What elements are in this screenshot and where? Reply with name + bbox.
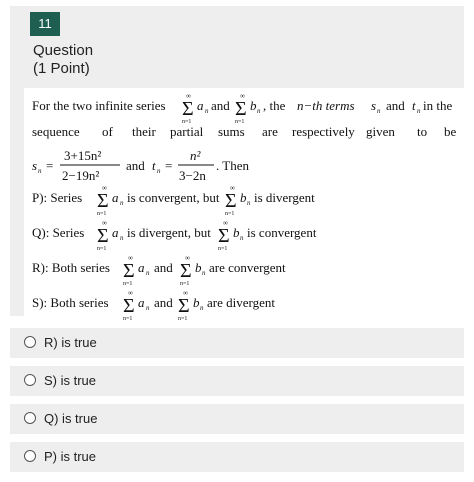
svg-text:n=1: n=1	[123, 281, 133, 287]
svg-text:S): Both series: S): Both series	[32, 295, 109, 310]
question-points: (1 Point)	[33, 60, 90, 77]
svg-text:∞: ∞	[183, 289, 188, 297]
option-q[interactable]	[10, 404, 464, 434]
problem-line-2	[32, 124, 457, 139]
svg-text:is divergent, but: is divergent, but	[127, 225, 211, 240]
svg-text:n=1: n=1	[180, 281, 190, 287]
svg-text:=: =	[46, 158, 54, 173]
radio-button[interactable]	[24, 374, 36, 386]
s-denominator: 2−19n²	[62, 168, 100, 183]
option-r[interactable]	[10, 328, 464, 358]
svg-text:a: a	[138, 260, 145, 275]
svg-text:n: n	[146, 269, 150, 277]
svg-text:of: of	[102, 124, 113, 139]
sigma-icon: Σ	[182, 98, 194, 120]
question-card	[10, 6, 464, 322]
svg-text:n=1: n=1	[235, 119, 245, 125]
radio-button[interactable]	[24, 412, 36, 424]
s-numerator: 3+15n²	[64, 148, 102, 163]
svg-text:Σ: Σ	[180, 260, 192, 282]
svg-text:is convergent, but: is convergent, but	[127, 190, 220, 205]
svg-text:and: and	[211, 98, 230, 113]
sigma-icon: Σ	[235, 98, 247, 120]
svg-text:b: b	[240, 190, 247, 205]
option-label: Q) is true	[44, 411, 98, 426]
svg-text:. Then: . Then	[216, 158, 249, 173]
svg-text:a: a	[138, 295, 145, 310]
question-number-badge: 11	[30, 12, 60, 36]
question-title: Question	[33, 42, 94, 59]
t-denominator: 3−2n	[179, 168, 206, 183]
svg-text:a: a	[112, 225, 119, 240]
svg-text:s: s	[32, 158, 38, 173]
statement-p	[32, 184, 315, 217]
svg-text:n: n	[120, 234, 124, 242]
svg-text:a: a	[197, 98, 204, 113]
svg-text:n: n	[200, 304, 204, 312]
radio-button[interactable]	[24, 336, 36, 348]
option-p[interactable]	[10, 442, 464, 472]
svg-text:n=1: n=1	[182, 119, 192, 125]
svg-text:t: t	[152, 158, 156, 173]
question-problem-image	[24, 88, 470, 322]
svg-text:Σ: Σ	[218, 225, 230, 247]
svg-text:is divergent: is divergent	[254, 190, 315, 205]
statement-q	[32, 219, 317, 252]
svg-text:sums: sums	[218, 124, 245, 139]
svg-text:n: n	[202, 269, 206, 277]
svg-text:Σ: Σ	[97, 225, 109, 247]
svg-text:partial: partial	[170, 124, 204, 139]
svg-text:and: and	[154, 260, 173, 275]
svg-text:n: n	[240, 234, 244, 242]
svg-text:is convergent: is convergent	[247, 225, 317, 240]
svg-text:n−th terms: n−th terms	[297, 98, 355, 113]
svg-text:are convergent: are convergent	[209, 260, 286, 275]
svg-text:n: n	[146, 304, 150, 312]
svg-text:s: s	[371, 98, 377, 113]
svg-text:n: n	[157, 167, 161, 175]
option-label: P) is true	[44, 449, 97, 464]
svg-text:R): Both series: R): Both series	[32, 260, 110, 275]
svg-text:n=1: n=1	[123, 316, 133, 322]
statement-s	[32, 289, 275, 322]
svg-text:b: b	[193, 295, 200, 310]
svg-text:, the: , the	[263, 98, 286, 113]
svg-text:n: n	[247, 199, 251, 207]
svg-text:n: n	[205, 107, 209, 115]
t-numerator: n²	[190, 148, 201, 163]
svg-text:∞: ∞	[128, 254, 133, 262]
svg-text:n=1: n=1	[97, 246, 107, 252]
svg-text:∞: ∞	[230, 184, 235, 192]
svg-text:Σ: Σ	[123, 260, 135, 282]
problem-statement	[24, 88, 470, 322]
svg-text:and: and	[154, 295, 173, 310]
svg-text:b: b	[195, 260, 202, 275]
option-label: R) is true	[44, 335, 97, 350]
svg-text:Σ: Σ	[97, 190, 109, 212]
svg-text:∞: ∞	[240, 92, 245, 100]
svg-text:P): Series: P): Series	[32, 190, 83, 205]
radio-button[interactable]	[24, 450, 36, 462]
svg-text:n=1: n=1	[225, 211, 235, 217]
svg-text:are divergent: are divergent	[207, 295, 275, 310]
svg-text:∞: ∞	[128, 289, 133, 297]
svg-text:n: n	[38, 167, 42, 175]
svg-text:n: n	[417, 107, 421, 115]
svg-text:n: n	[120, 199, 124, 207]
svg-text:∞: ∞	[223, 219, 228, 227]
svg-text:n=1: n=1	[218, 246, 228, 252]
svg-text:n: n	[257, 107, 261, 115]
svg-text:∞: ∞	[102, 184, 107, 192]
option-s[interactable]	[10, 366, 464, 396]
svg-text:and: and	[386, 98, 405, 113]
problem-intro: For the two infinite series	[32, 98, 166, 113]
svg-text:Σ: Σ	[178, 295, 190, 317]
svg-text:b: b	[233, 225, 240, 240]
svg-text:∞: ∞	[185, 254, 190, 262]
svg-text:t: t	[412, 98, 416, 113]
svg-text:=: =	[165, 158, 173, 173]
svg-text:n: n	[377, 107, 381, 115]
svg-text:their: their	[132, 124, 156, 139]
svg-text:Q): Series: Q): Series	[32, 225, 85, 240]
svg-text:in the: in the	[423, 98, 453, 113]
svg-text:n=1: n=1	[178, 316, 188, 322]
svg-text:Σ: Σ	[225, 190, 237, 212]
svg-text:respectively: respectively	[292, 124, 355, 139]
svg-text:∞: ∞	[186, 92, 191, 100]
svg-text:be: be	[444, 124, 457, 139]
option-label: S) is true	[44, 373, 97, 388]
statement-r	[32, 254, 286, 287]
svg-text:to: to	[417, 124, 428, 139]
svg-text:given: given	[366, 124, 395, 139]
svg-text:∞: ∞	[102, 219, 107, 227]
svg-text:b: b	[250, 98, 257, 113]
svg-text:and: and	[126, 158, 145, 173]
svg-text:are: are	[262, 124, 278, 139]
svg-text:n=1: n=1	[97, 211, 107, 217]
svg-text:sequence: sequence	[32, 124, 80, 139]
svg-text:Σ: Σ	[123, 295, 135, 317]
svg-text:a: a	[112, 190, 119, 205]
